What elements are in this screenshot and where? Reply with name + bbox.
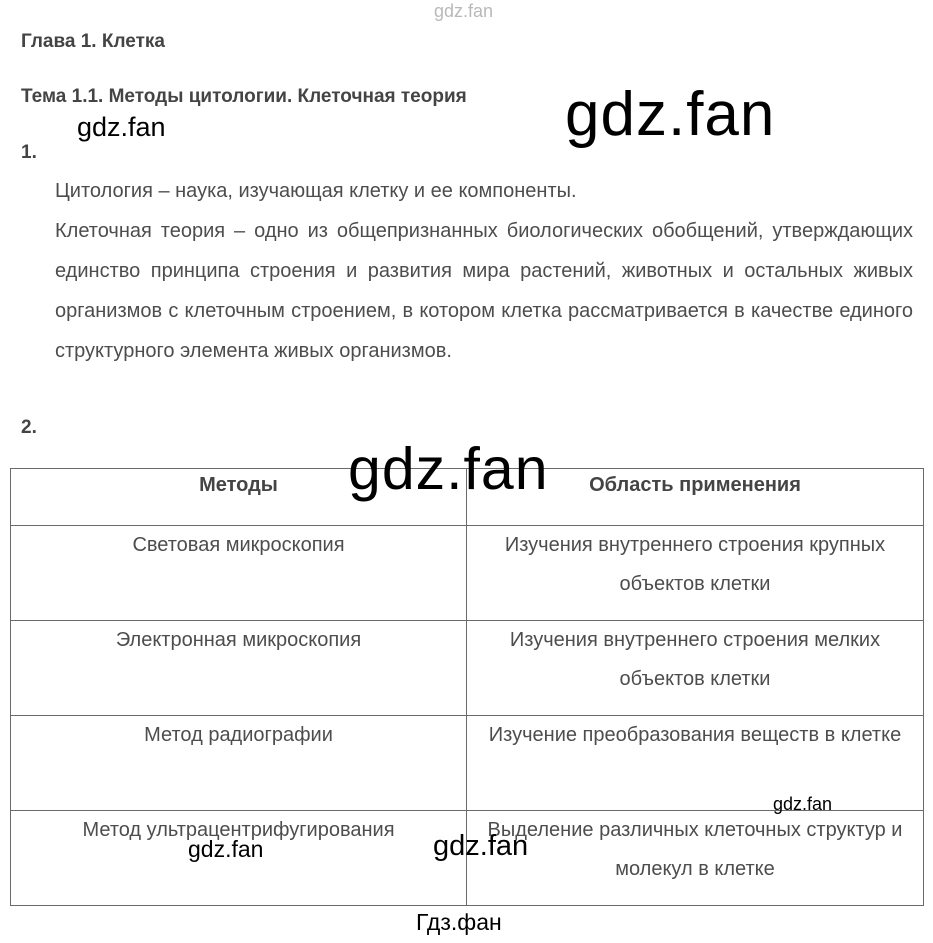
watermark-small: gdz.fan [773, 794, 833, 814]
definition-cell-theory: Клеточная теория – одно из общепризнанных биологических обобщений, утверждающих единство принципа строения и развития мира растений, животных и остальных живых организмов с клеточным строением, в котором клетка рассматривается в качестве единого структурного элемента живых организмов. [55, 220, 913, 362]
application-cell: Выделение различных клеточных структур и молекул в клетке [467, 811, 924, 906]
task-1-number: 1. [21, 142, 37, 163]
table-row [11, 526, 924, 621]
method-cell: Электронная микроскопия [11, 621, 467, 716]
method-cell: Метод ультрацентрифугирования [11, 811, 467, 906]
header-methods: Методы [11, 469, 467, 526]
application-cell: Изучения внутреннего строения мелких объектов клетки [467, 621, 924, 716]
watermark-small: gdz.fan [77, 112, 166, 142]
watermark-bottom: Гдз.фан [416, 909, 502, 935]
method-cell: Метод радиографии [11, 716, 467, 811]
watermark-small: gdz.fan [188, 836, 264, 862]
chapter-title: Глава 1. Клетка [21, 31, 165, 52]
topic-title: Тема 1.1. Методы цитологии. Клеточная теория [21, 86, 467, 107]
table-row [11, 621, 924, 716]
watermark-large: gdz.fan [565, 80, 776, 149]
task-1-answer [55, 171, 913, 371]
definition-cytology: Цитология – наука, изучающая клетку и ее компоненты. [55, 180, 577, 202]
application-cell: Изучение преобразования веществ в клетке [467, 716, 924, 811]
header-application: Область применения [467, 469, 924, 526]
method-cell: Световая микроскопия [11, 526, 467, 621]
task-2-number: 2. [21, 417, 37, 438]
watermark-top: gdz.fan [434, 1, 494, 21]
watermark-large: gdz.fan [348, 436, 549, 502]
application-cell: Изучения внутреннего строения крупных объектов клетки [467, 526, 924, 621]
watermark-small: gdz.fan [433, 830, 529, 862]
